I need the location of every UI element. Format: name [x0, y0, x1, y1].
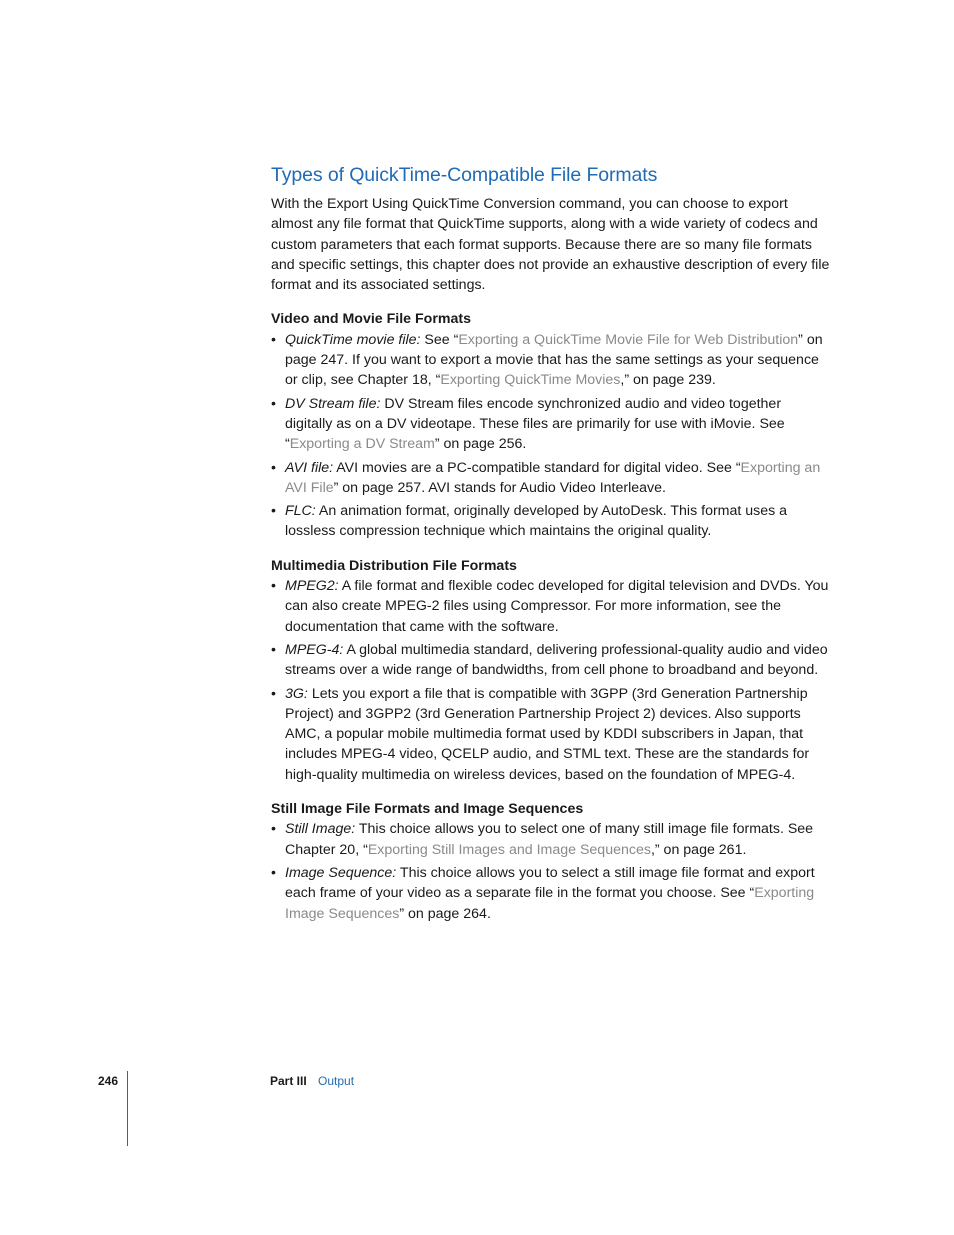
item-term: Image Sequence: [285, 864, 397, 881]
list-item [271, 863, 831, 924]
item-text: This choice allows you to select one of many still image file formats. See Chapter 20, “ [285, 821, 814, 858]
page-content [271, 160, 831, 927]
item-term: FLC: [285, 503, 316, 520]
bullet-icon: • [271, 459, 276, 476]
item-text: ” on page 247. If you want to export a movie that has the same settings as your sequence or clip, see Chapter 18, “ [285, 331, 823, 389]
video-formats-heading: Video and Movie File Formats [271, 311, 471, 328]
item-text: ” on page 257. AVI stands for Audio Video Interleave. [333, 479, 666, 496]
bullet-icon: • [271, 578, 276, 595]
bullet-icon: • [271, 331, 276, 348]
cross-reference-link[interactable]: Exporting QuickTime Movies [440, 372, 621, 389]
item-text: AVI movies are a PC-compatible standard for digital video. See “ [333, 459, 741, 476]
item-text: This choice allows you to select a still image file format and export each frame of your video as a separate file in the format you choose. See “ [285, 864, 815, 902]
cross-reference-link[interactable]: Exporting a QuickTime Movie File for Web Distribution [458, 331, 799, 348]
item-term: Still Image: [285, 821, 356, 838]
list-item [271, 394, 831, 455]
multimedia-formats-list [271, 576, 831, 785]
bullet-icon: • [271, 864, 276, 881]
still-image-formats-heading: Still Image File Formats and Image Sequences [271, 801, 584, 818]
cross-reference-link[interactable]: Exporting an AVI File [285, 459, 821, 496]
part-label: Part III [270, 1074, 307, 1088]
multimedia-formats-heading: Multimedia Distribution File Formats [271, 557, 517, 574]
part-name-link[interactable]: Output [318, 1074, 355, 1088]
video-formats-list [271, 330, 831, 542]
item-text: ,” on page 239. [620, 372, 716, 389]
section-title: Types of QuickTime-Compatible File Formats [271, 164, 658, 186]
intro-paragraph: With the Export Using QuickTime Conversion command, you can choose to export almost any file format that QuickTime supports, along with a wide variety of codecs and custom parameters that each format supports. Because there are so many file formats and specific settings, this chapter does not provide an exhaustive description of every file format and its associated settings. [271, 196, 830, 294]
list-item [271, 330, 831, 391]
item-text: ,” on page 261. [650, 841, 747, 858]
bullet-icon: • [271, 685, 276, 702]
cross-reference-link[interactable]: Exporting a DV Stream [289, 436, 435, 453]
item-text: DV Stream files encode synchronized audio and video together digitally as on a DV videotape. These files are primarily for use with iMovie. See “ [285, 395, 785, 453]
bullet-icon: • [271, 503, 276, 520]
item-text: A global multimedia standard, delivering professional-quality audio and video streams over a wide range of bandwidths, from cell phone to broadband and beyond. [285, 641, 828, 679]
still-image-formats-list [271, 819, 831, 923]
item-text: See “ [420, 331, 459, 348]
list-item [271, 684, 831, 785]
bullet-icon: • [271, 821, 276, 838]
item-text: An animation format, originally developed by AutoDesk. This format uses a lossless compression technique which maintains the original quality. [285, 503, 788, 540]
list-item [271, 819, 831, 860]
item-term: AVI file: [285, 459, 334, 476]
page-number: 246 [98, 1074, 119, 1088]
cross-reference-link[interactable]: Exporting Image Sequences [285, 885, 815, 922]
list-item [271, 501, 831, 542]
page-footer [0, 1073, 954, 1147]
list-item [271, 576, 831, 637]
item-text: A file format and flexible codec developed for digital television and DVDs. You can also create MPEG-2 files using Compressor. For more information, see the documentation that came with the software. [285, 578, 829, 635]
item-text: ” on page 264. [399, 905, 491, 922]
bullet-icon: • [271, 641, 276, 658]
item-text: Lets you export a file that is compatible with 3GPP (3rd Generation Partnership Project) and 3GPP2 (3rd Generation Partnership Project 2) devices. Also supports AMC, a popular mobile multimedia format used by KDDI subscribers in Japan, that includes MPEG-4 video, QCELP audio, and STML text. These are the standards for high-quality multimedia on wireless devices, based on the foundation of MPEG-4. [285, 685, 810, 783]
item-term: QuickTime movie file: [285, 331, 421, 348]
cross-reference-link[interactable]: Exporting Still Images and Image Sequences [367, 841, 651, 858]
footer-divider [127, 1071, 128, 1146]
item-term: MPEG-4: [285, 641, 344, 658]
item-term: 3G: [285, 685, 308, 702]
item-term: DV Stream file: [285, 395, 381, 412]
bullet-icon: • [271, 395, 276, 412]
list-item [271, 640, 831, 681]
item-term: MPEG2: [285, 578, 339, 595]
item-text: ” on page 256. [434, 436, 527, 453]
list-item [271, 458, 831, 499]
